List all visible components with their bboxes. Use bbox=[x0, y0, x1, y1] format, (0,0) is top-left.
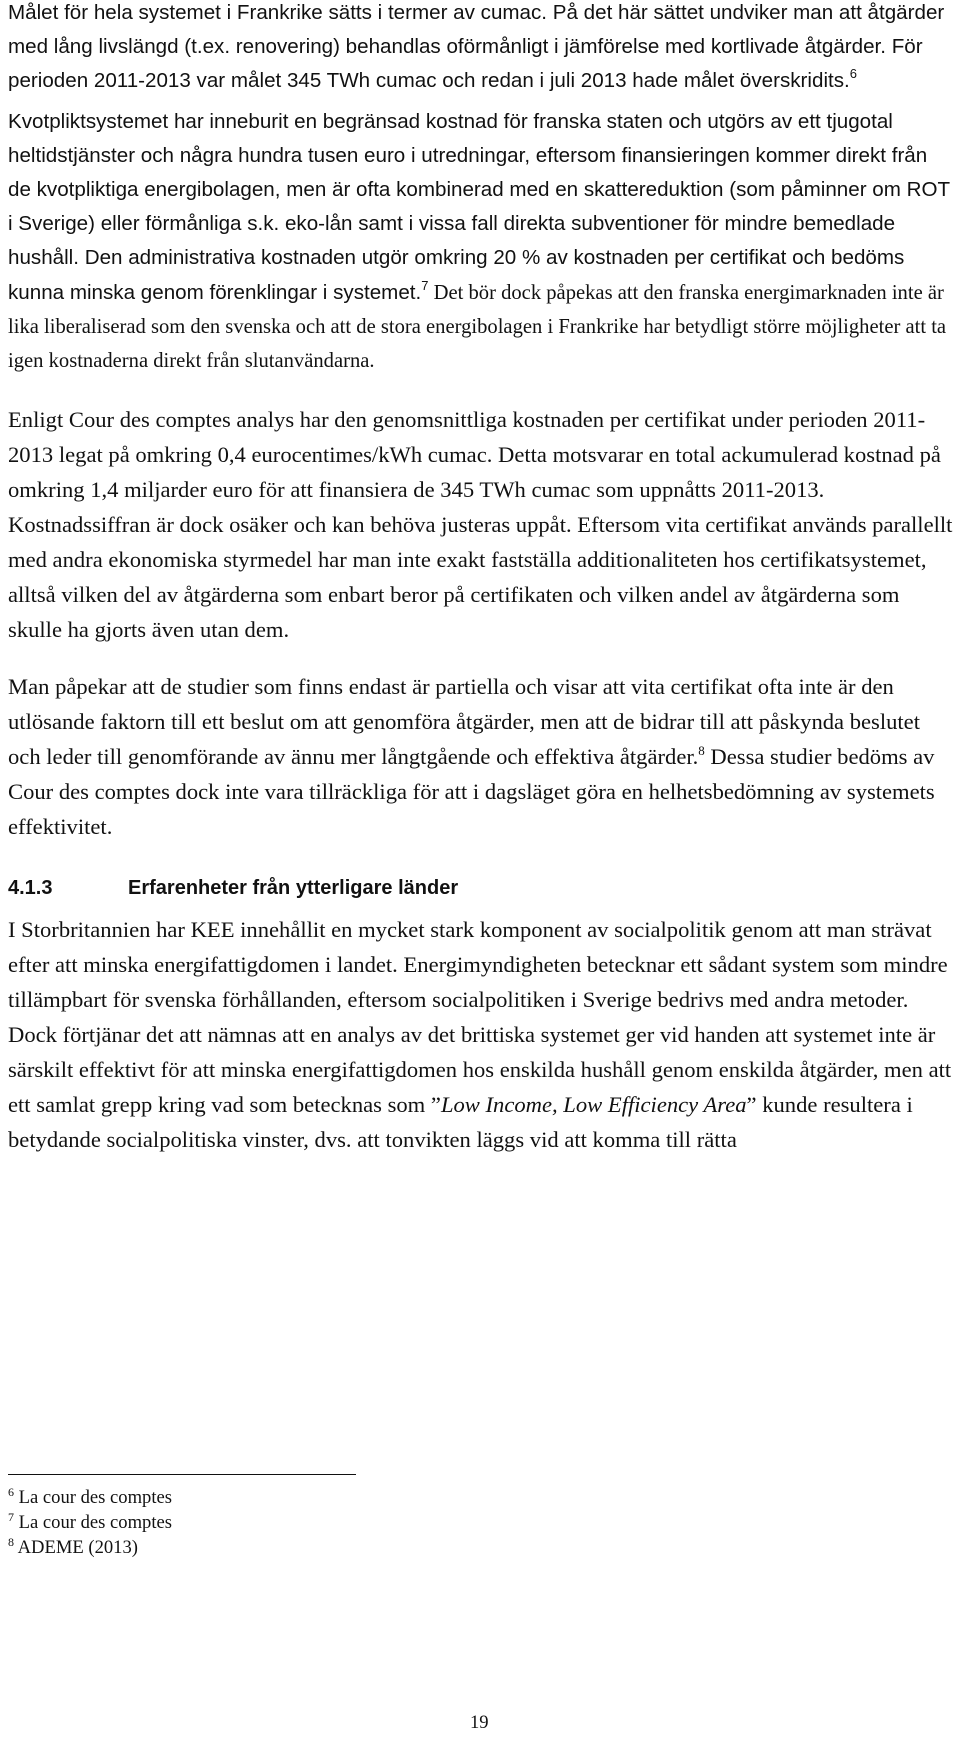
section-number: 4.1.3 bbox=[8, 877, 53, 900]
section-title: Erfarenheter från ytterligare länder bbox=[128, 877, 459, 900]
footnote-ref-7: 7 bbox=[421, 277, 429, 293]
paragraph-2 bbox=[8, 105, 954, 379]
paragraph-3: Enligt Cour des comptes analys har den genomsnittliga kostnaden per certifikat under perioden 2011-2013 legat på omkring 0,4 eurocentimes/kWh cumac. Detta motsvarar en total ackumulerad kostnad på omkring 1,4 miljarder euro för att finansiera de 345 TWh cumac som uppnåtts 2011-2013. Kostnadssiffran är dock osäker och kan behöva justeras uppåt. Eftersom vita certifikat används parallellt med andra ekonomiska styrmedel har man inte exakt fastställa additionaliteten hos certifikatsystemet, alltså vilken del av åtgärderna som enbart beror på certifikaten och vilken andel av åtgärderna som skulle ha gjorts även utan dem. bbox=[8, 407, 953, 643]
footnote-number: 7 bbox=[8, 1510, 14, 1524]
paragraph-5-text-b: ” kunde resultera i betydande socialpolitiska vinster, dvs. att tonvikten läggs vid att komma till rätta bbox=[8, 1092, 913, 1153]
paragraph-4-text-a: Man påpekar att de studier som finns endast är partiella och visar att vita certifikat ofta inte är den utlösande faktorn till ett beslut om att genomföra åtgärder, men att de bidrar till att påskynda beslutet och leder till genomförande av ännu mer långtgående och effektiva åtgärder. bbox=[8, 674, 920, 770]
footnote-8 bbox=[8, 1535, 172, 1560]
paragraph-2-text-b: Det bör dock påpekas att den franska energimarknaden inte är lika liberaliserad som den svenska och att de stora energibolagen i Frankrike har betydligt större möjligheter att ta igen kostnaderna direkt från slutanvändarna. bbox=[8, 281, 947, 373]
footnotes bbox=[8, 1485, 172, 1560]
paragraph-4-text-b: Dessa studier bedöms av Cour des comptes dock inte vara tillräckliga för att i dagsläget göra en helhetsbedömning av systemets effektivitet. bbox=[8, 744, 935, 840]
document-page bbox=[8, 0, 954, 1157]
footnote-ref-6: 6 bbox=[849, 66, 857, 82]
footnote-text: La cour des comptes bbox=[18, 1487, 173, 1508]
footnote-number: 8 bbox=[8, 1535, 14, 1549]
footnote-ref-8: 8 bbox=[698, 743, 705, 759]
section-heading bbox=[8, 868, 954, 908]
paragraph-4 bbox=[8, 669, 954, 844]
paragraph-5-italic-term: Low Income, Low Efficiency Area bbox=[440, 1092, 747, 1118]
paragraph-1-text: Målet för hela systemet i Frankrike sätts i termer av cumac. På det här sättet undviker man att åtgärder med lång livslängd (t.ex. renovering) behandlas oförmånligt i jämförelse med kortlivade åtgärder. För perioden 2011-2013 var målet 345 TWh cumac och redan i juli 2013 hade målet överskridits. bbox=[8, 1, 945, 93]
footnote-text: La cour des comptes bbox=[18, 1512, 173, 1533]
footnote-6 bbox=[8, 1485, 172, 1510]
paragraph-1 bbox=[8, 0, 954, 99]
page-number: 19 bbox=[470, 1712, 489, 1733]
paragraph-5-text-a: I Storbritannien har KEE innehållit en mycket stark komponent av socialpolitik genom att man strävat efter att minska energifattigdomen i landet. Energimyndigheten betecknar ett sådant system som mindre tillämpbart för svenska förhållanden, eftersom socialpolitiken i Sverige bedrivs med andra metoder. Dock förtjänar det att nämnas att en analys av det brittiska systemet ger vid handen att systemet inte är särskilt effektivt för att minska energifattigdomen hos enskilda hushåll genom enskilda åtgärder, men att ett samlat grepp kring vad som betecknas som ” bbox=[8, 917, 952, 1118]
footnote-number: 6 bbox=[8, 1485, 14, 1499]
paragraph-2-text-a: Kvotpliktsystemet har inneburit en begränsad kostnad för franska staten och utgörs av ett tjugotal heltidstjänster och några hundra tusen euro i utredningar, eftersom finansieringen kommer direkt från de kvotpliktiga energibolagen, men är ofta kombinerad med en skattereduktion (som påminner om ROT i Sverige) eller förmånliga s.k. eko-lån samt i vissa fall direkta subventioner för mindre bemedlade hushåll. Den administrativa kostnaden utgör omkring 20 % av kostnaden per certifikat och bedöms kunna minska genom förenklingar i systemet. bbox=[8, 109, 950, 304]
footnote-text: ADEME (2013) bbox=[17, 1537, 138, 1558]
footnote-separator bbox=[8, 1474, 356, 1475]
paragraph-5 bbox=[8, 912, 954, 1157]
footnote-7 bbox=[8, 1510, 172, 1535]
